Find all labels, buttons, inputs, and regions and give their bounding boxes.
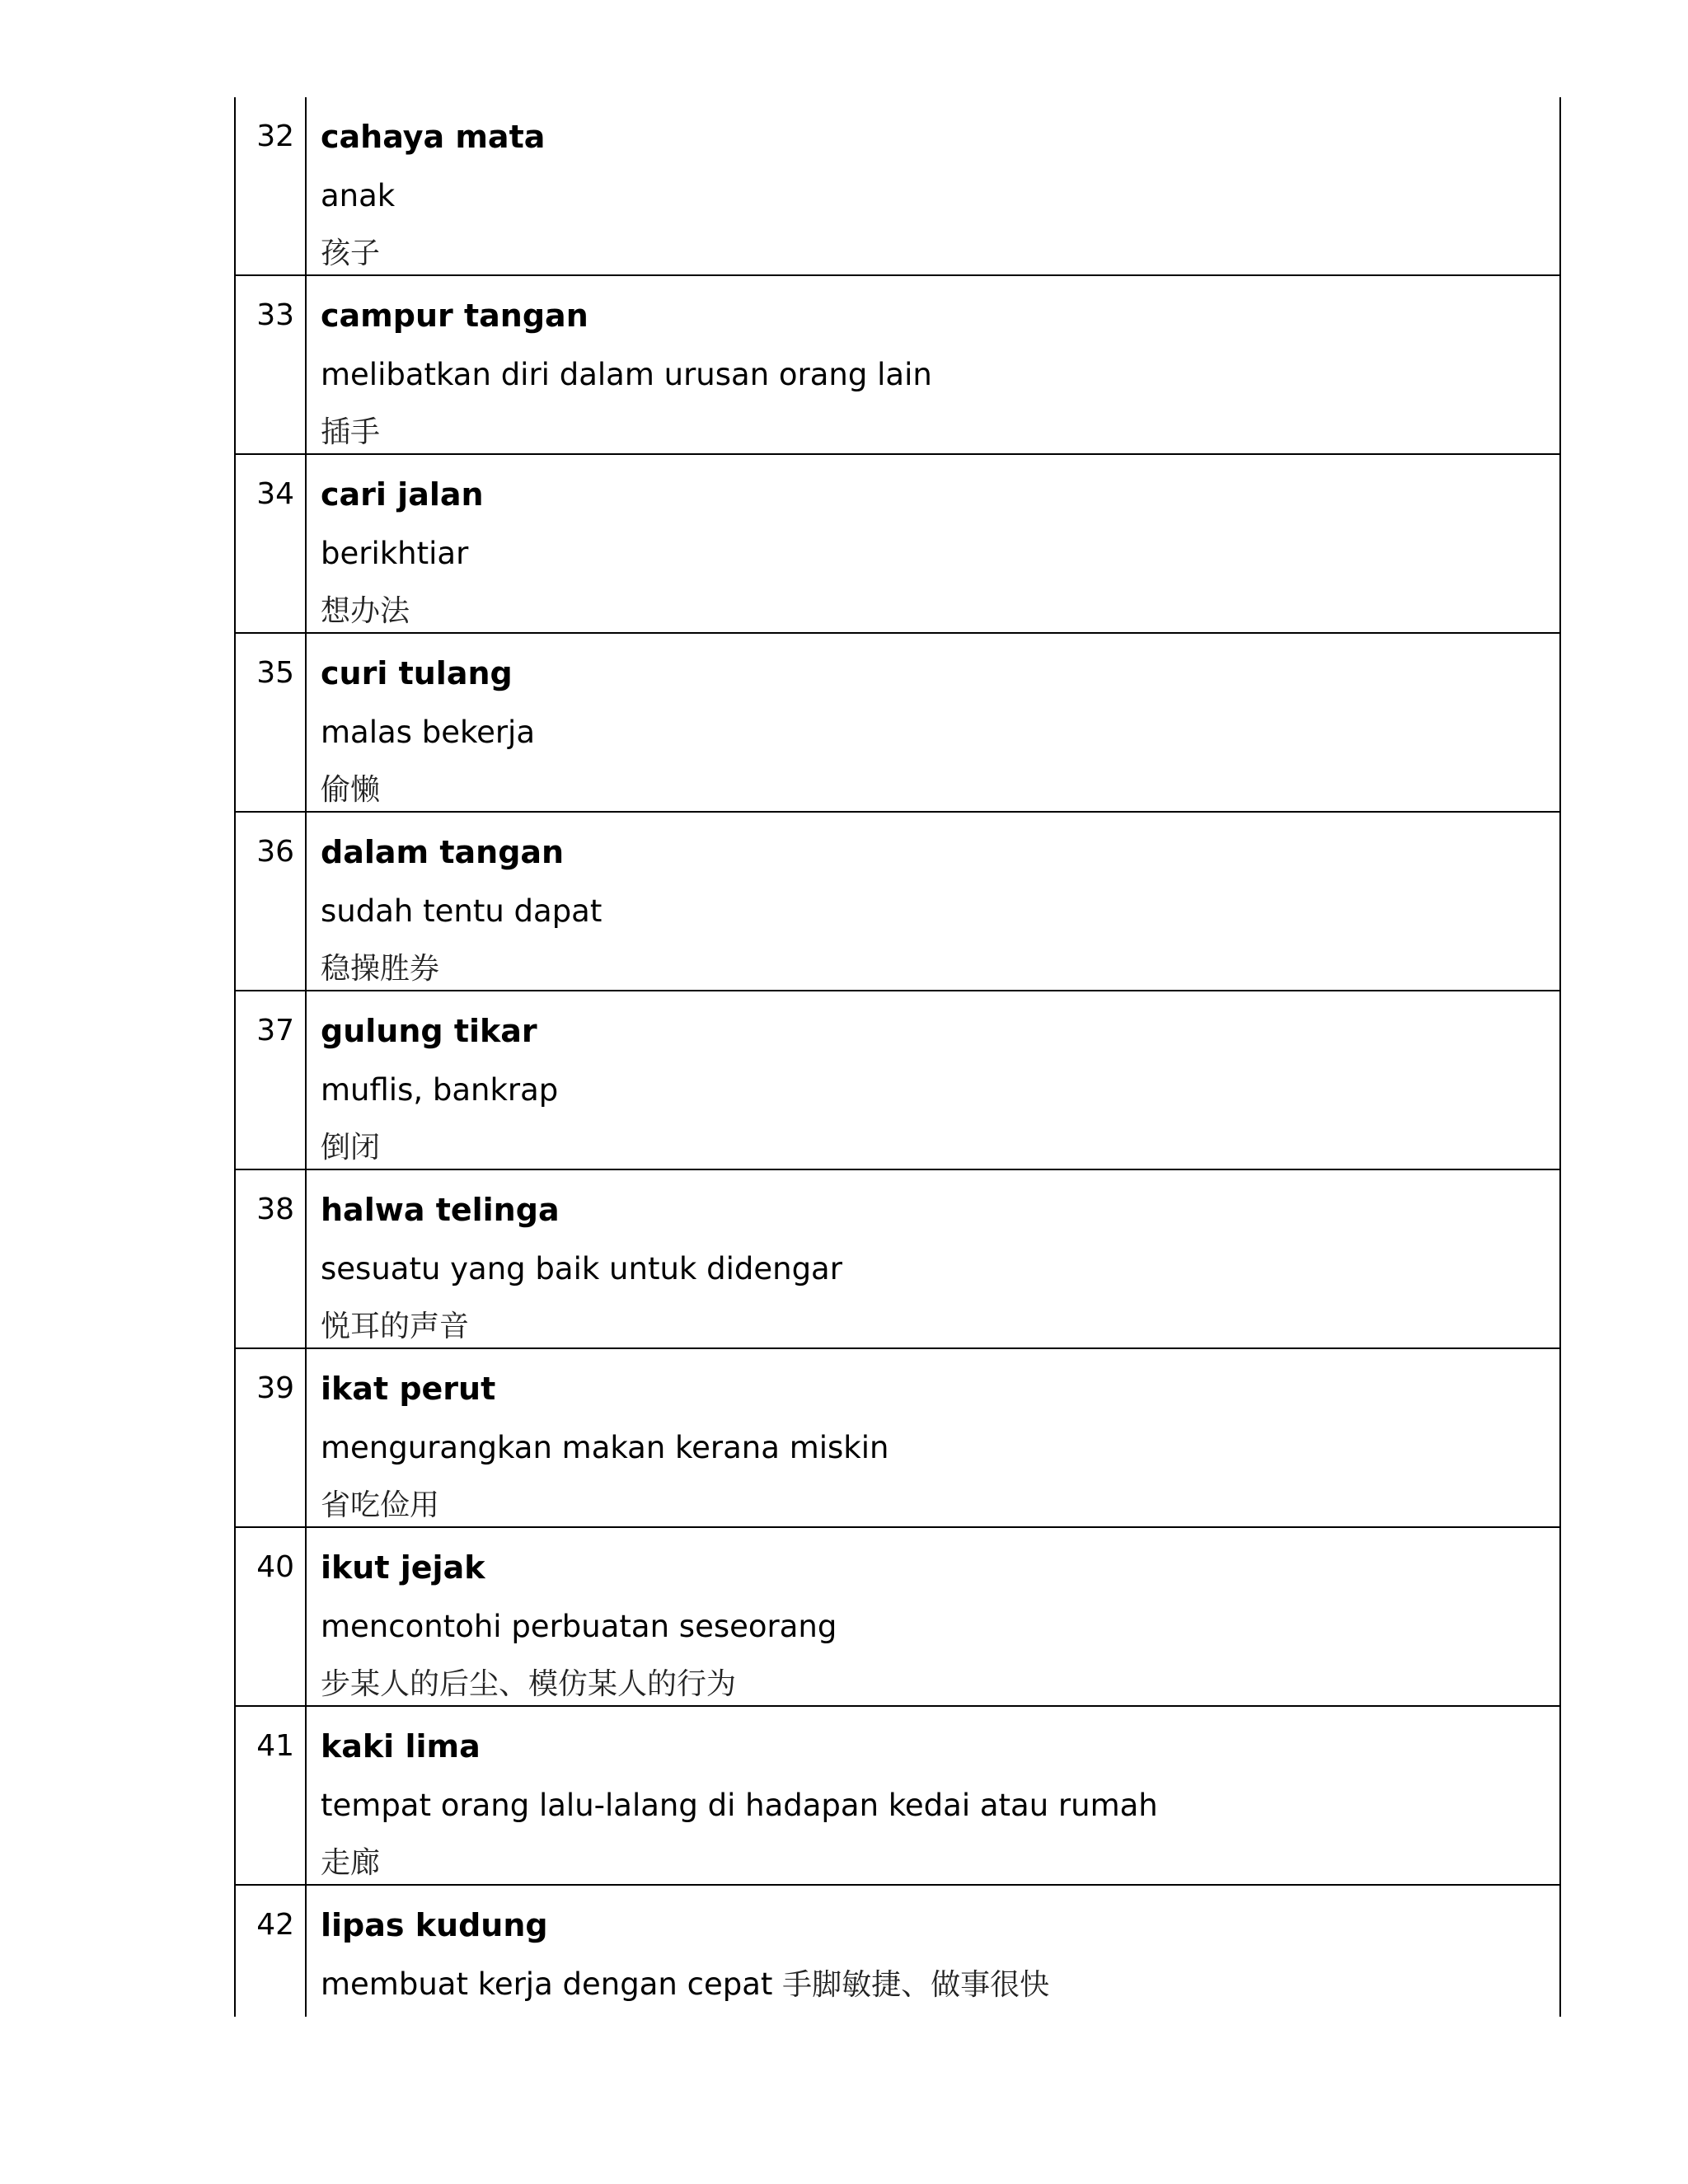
entry-phrase: curi tulang xyxy=(321,655,513,691)
entry-meaning: sesuatu yang baik untuk didengar xyxy=(321,1251,842,1286)
entry-chinese: 倒闭 xyxy=(321,1131,381,1165)
entry-phrase: cari jalan xyxy=(321,476,484,513)
entry-phrase: cahaya mata xyxy=(321,119,546,155)
table-row xyxy=(235,813,1560,991)
entry-chinese: 插手 xyxy=(321,415,381,449)
table-row xyxy=(235,991,1560,1170)
table-row xyxy=(235,455,1560,634)
table-row xyxy=(235,1349,1560,1528)
entry-number: 39 xyxy=(256,1371,294,1405)
entry-chinese: 孩子 xyxy=(321,237,381,270)
entry-meaning: muflis, bankrap xyxy=(321,1072,559,1108)
table-row xyxy=(235,634,1560,813)
table-row xyxy=(235,1528,1560,1707)
entry-number: 35 xyxy=(256,656,294,690)
entry-meaning: membuat kerja dengan cepat xyxy=(321,1966,773,2002)
entry-chinese: 走廊 xyxy=(321,1846,381,1880)
entry-number: 34 xyxy=(256,477,294,511)
entry-meaning: mengurangkan makan kerana miskin xyxy=(321,1430,889,1465)
entry-meaning-line xyxy=(321,1966,1049,2004)
entry-meaning: mencontohi perbuatan seseorang xyxy=(321,1609,837,1644)
entry-number: 32 xyxy=(256,120,294,153)
entry-chinese: 偷懒 xyxy=(321,773,381,807)
entry-phrase: gulung tikar xyxy=(321,1013,537,1049)
entry-phrase: campur tangan xyxy=(321,298,588,334)
entry-chinese: 悦耳的声音 xyxy=(321,1310,470,1343)
table-row xyxy=(235,1886,1560,2064)
entry-phrase: kaki lima xyxy=(321,1728,481,1765)
table-row xyxy=(235,97,1560,276)
entry-chinese: 手脚敏捷、做事很快 xyxy=(782,1968,1050,2002)
entry-phrase: lipas kudung xyxy=(321,1907,548,1943)
entry-meaning: tempat orang lalu-lalang di hadapan kedai atau rumah xyxy=(321,1788,1158,1823)
entry-number: 41 xyxy=(256,1729,294,1763)
entry-meaning: berikhtiar xyxy=(321,536,469,571)
entry-number: 37 xyxy=(256,1014,294,1047)
entry-chinese: 稳操胜券 xyxy=(321,952,440,986)
table-row xyxy=(235,1170,1560,1349)
entry-meaning: sudah tentu dapat xyxy=(321,893,603,929)
entry-chinese: 步某人的后尘、模仿某人的行为 xyxy=(321,1667,737,1701)
entry-chinese: 省吃俭用 xyxy=(321,1488,440,1522)
table-row xyxy=(235,1707,1560,1886)
entry-phrase: ikut jejak xyxy=(321,1549,485,1586)
entry-phrase: dalam tangan xyxy=(321,834,565,870)
entry-number: 42 xyxy=(256,1908,294,1942)
entry-meaning: malas bekerja xyxy=(321,715,535,750)
entry-meaning: anak xyxy=(321,178,396,213)
entry-number: 38 xyxy=(256,1193,294,1226)
entry-phrase: halwa telinga xyxy=(321,1192,560,1228)
entry-chinese: 想办法 xyxy=(321,594,410,628)
entry-phrase: ikat perut xyxy=(321,1371,496,1407)
entry-number: 36 xyxy=(256,835,294,869)
entry-number: 40 xyxy=(256,1550,294,1584)
entry-number: 33 xyxy=(256,298,294,332)
table-row xyxy=(235,276,1560,455)
entry-meaning: melibatkan diri dalam urusan orang lain xyxy=(321,357,932,392)
